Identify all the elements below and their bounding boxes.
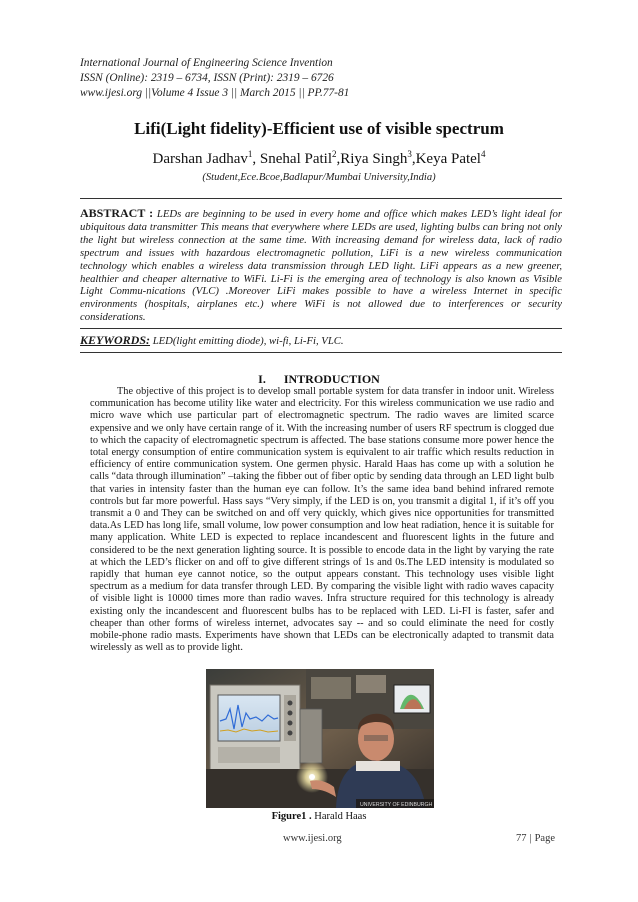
author-separator: ,	[336, 151, 341, 167]
author-separator: ,	[411, 151, 416, 167]
lab-photo-illustration	[206, 669, 434, 808]
author-affiliation: (Student,Ece.Bcoe,Badlapur/Mumbai University,India)	[202, 172, 436, 183]
footer-page-number	[516, 833, 555, 844]
author-superscript: 3	[407, 149, 412, 159]
section-heading	[0, 372, 638, 387]
abstract-label: ABSTRACT :	[80, 206, 154, 220]
section-title: INTRODUCTION	[283, 372, 380, 386]
section-body-paragraph: The objective of this project is to develop small portable system for data transfer in indoor unit. Wireless communication has become utility like water and electricity. For this wireless communication we use radio and micro wave which use particular part of electromagnetic spectrum. The radio waves are limited scarce expensive and we only have certain range of it. With the increasing number of users RF spectrum is clogged due to which the capacity of electromagnetic spectrum is affected. The base stations consume more power hence the total energy consumption of entire communication system is equivalent to air traffic which results reduction in efficiency of entire communication system. One germen physic. Harald Haas has come up with a solution he calls “data through illumination” –taking the fibber out of fiber optic by sending data through an LED light bulb that varies in intensity faster than the human eye can follow. It’s the same idea band behind infrared remote controls but far more powerful. Hass says “Very simply, if the LED is on, you transmit a digital 1, if it’s off you transmit a 0 and They can be switched on and off very quickly, which gives nice opportunities for transmitted data.As LED has long life, small volume, low power consumption and low heat radiation, hence it is suitable for many application. White LED is expected to replace incandescent and fluorescent lights in the future and considered to be the next generation lighting source. It is possible to encode data in the light by varying the rate at which the LED’s flicker on and off to give different strings of 1s and 0s.The LED intensity is modulated so rapidly that human eye cannot notice, so the output appears constant. This technology uses visible light spectrum as a medium for data transfer through LED. By comparing the visible light with radio waves capacity of visible light is 10000 times more than radio waves. Infra structure required for this technology is already existing only the incandescent and fluorescent bulbs has to be replaced with LED. Li-FI is faster, safer and cheaper than other forms of wireless internet, advocates say -- and so could eliminate the need for costly mobile-phone radio masts. Experiments have shown that LEDs can be electronically adapted to transmit data wirelessly as well as to provide light.	[90, 386, 554, 654]
footer-website: www.ijesi.org	[283, 833, 342, 844]
page-separator: |	[529, 833, 532, 844]
figure-photo	[206, 669, 434, 808]
author-name: Keya Patel	[415, 151, 481, 167]
author-list	[0, 151, 638, 168]
author-superscript: 1	[247, 149, 253, 159]
divider-rule	[80, 198, 562, 199]
divider-rule	[80, 352, 562, 353]
author-name: Riya Singh	[340, 151, 408, 167]
abstract-text: LEDs are beginning to be used in every home and office which makes LED’s light ideal for ubiquitous data transmitter This means that everywhere where LEDs are used, lighting bulbs can bring not only the light but wireless connection at the same time. With increasing demand for wireless data, lack of radio spectrum and issues with hazardous electromagnetic pollution, LiFi is a new wireless communication technology which enables a wireless data transmission through LED light. LiFi appears as a new greener, healthier and cheaper alternative to WiFi. Li-Fi is the emerging area of technology is also known as Visible Light Commu-nications (VLC) .Moreover LiFi makes possible to have a wireless Internet in specific environments (hospitals, airplanes etc.) where WiFi is not allowed due to interferences or security considerations.	[80, 208, 562, 324]
journal-volume: www.ijesi.org ||Volume 4 Issue 3 || March 2015 || PP.77-81	[80, 87, 350, 99]
keywords-label: KEYWORDS:	[80, 333, 151, 347]
abstract-block	[80, 207, 562, 324]
figure-caption-text: Harald Haas	[314, 811, 367, 822]
author-superscript: 2	[331, 149, 337, 159]
section-number: I.	[258, 372, 266, 386]
paper-title: Lifi(Light fidelity)-Efficient use of visible spectrum	[134, 119, 504, 138]
journal-header	[80, 56, 570, 101]
journal-name: International Journal of Engineering Science Invention	[80, 57, 333, 69]
figure-caption	[0, 811, 638, 822]
author-name: Darshan Jadhav	[152, 151, 248, 167]
page-label: Page	[534, 833, 555, 844]
figure-caption-label: Figure1 .	[271, 811, 312, 822]
author-superscript: 4	[480, 149, 486, 159]
keywords-text: LED(light emitting diode), wi-fi, Li-Fi, VLC.	[152, 335, 344, 347]
page-number: 77	[515, 833, 527, 844]
divider-rule	[80, 328, 562, 329]
keywords-block	[80, 333, 562, 348]
journal-issn: ISSN (Online): 2319 – 6734, ISSN (Print): 2319 – 6726	[80, 72, 334, 84]
author-separator: ,	[252, 151, 260, 167]
author-name: Snehal Patil	[259, 151, 332, 167]
photo-credit: UNIVERSITY OF EDINBURGH	[360, 802, 433, 808]
